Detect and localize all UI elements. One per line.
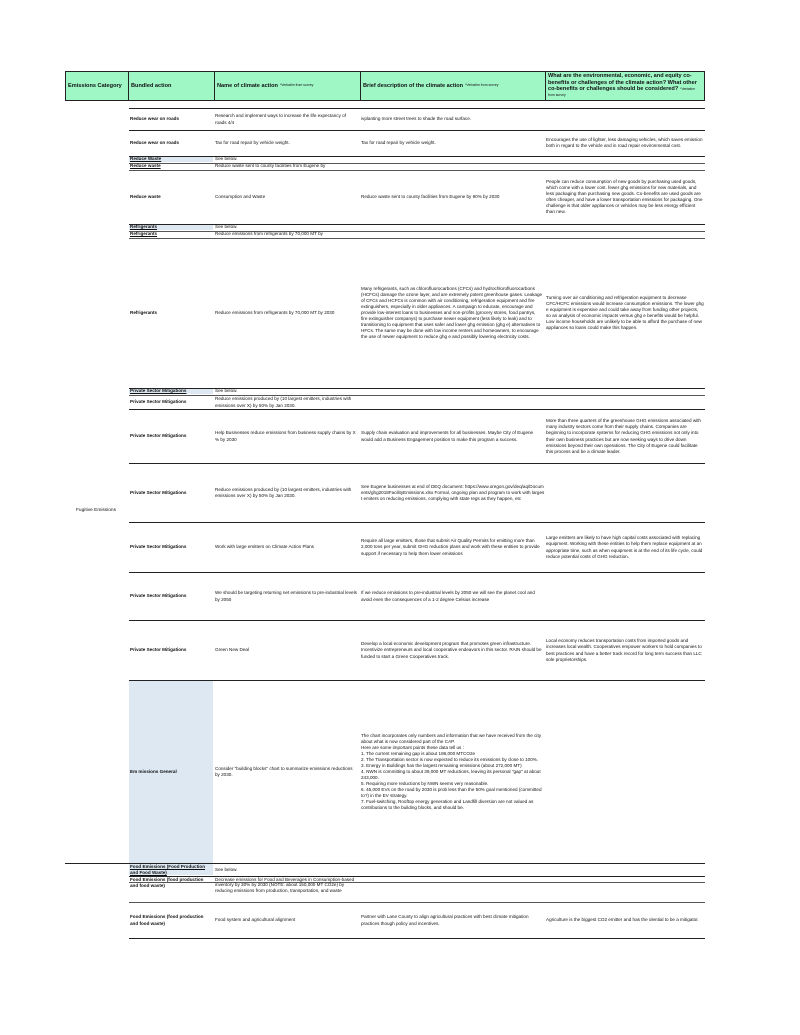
row-divider (129, 463, 705, 464)
action-name-cell: Consumption and Waste (215, 193, 266, 199)
action-name-cell: Consider "building blocks" chart to summarize emissions reductions by 2030. (215, 765, 353, 777)
bundle-cell: Food Emissions (food production and food waste) (130, 914, 204, 926)
co-benefit-cell: Agriculture is the biggest CO2 emitter and has the olential to be a mitigator. (546, 917, 699, 923)
description-cell: See Eugene businesses at end of DEQ document: https://www.oregon.gov/deq/aq/Documents/ghg2018FacilityEmissions.xlsx Formal, ongoing plan and program to work with largest emiters on reducing emissions, complying with state regs as they happen, etc (361, 483, 545, 502)
description-cell: If we reduce emissions to pre-industrial levels by 2050 we will see the planet cool and avoid even the consequences of a 1-2 degree Celsius increase (361, 590, 535, 602)
action-name-cell: Reduce emissions from refrigerants by 70,000 MT by 2030 (215, 309, 335, 315)
bundle-cell: Reduce waste (130, 163, 161, 169)
bundle-cell: Reduce waste (130, 193, 161, 199)
action-name-cell: Green New Deal (215, 647, 249, 653)
action-name-cell: See below. (215, 388, 238, 394)
bundle-cell: Em missions General (130, 768, 177, 774)
bundle-cell: Refrigerants (130, 231, 158, 237)
header-brief-description: Brief description of the climate action *Verbatim from survey (360, 71, 546, 101)
co-benefit-cell: People can reduce consumption of new goods by purchasing used goods, which come with a lower cost. fewer ghg emissions for new materials, and less packaging than purchasing new goods. Co-benefits are used goods are often cheaper, and have a lower transportation emissions for packaging. One challenge is that older appliances or vehicles may be less energy efficient than new. (546, 178, 703, 215)
action-name-cell: Work with large emitters on Climate Action Plans (215, 544, 314, 550)
bundle-cell: Private Sector Mitigations (130, 647, 187, 653)
row-divider (129, 409, 705, 410)
header-co-benefits: What are the environmental, economic, and equity co-benefits or challenges of the climate action? What other co-benefits or challenges should be considered? *Verbatim from survey (545, 71, 705, 101)
header-bundled-action: Bundled action (128, 71, 215, 101)
co-benefit-cell: Encourages the use of lighter, less damaging vehicles, which saves emission both in regard to the vehicle and in road repair environmental cost. (546, 136, 703, 148)
description-cell: Require all large emitters, those that submit Air Quality Permits for emitting more than 2,000 tons per year, submit GHG reduction plans and work with these entities to provide support if necessary to help them lower emissions (361, 538, 540, 556)
action-name-cell: We should be targeting returning net emissions to pre-industrial levels by 2050 (215, 590, 357, 602)
description-cell: Many refrigerants, such as chlorofluorocarbons (CFCs) and hydrochlorofluorocarbons (HCFCs) damage the ozone layer, and are extremely potent greenhouse gases. Leakage of CFCs and HCFCs is common with air conditioning, refrigeration equipment and fire extinguishers, especially in older appliances. A campaign to educate, encourage and provide low-interest loans to businesses and non-profits (grocery stores, food pantrys, fire extinguisher companys) to purchase newer equipment (less likely to leak) and to transitioning to equipment that uses safer and lower ghg emission (ghg e) alternatives to HFCs. The same may be done with low income renters and homeowners, to encourage the use of newer equipment to reduce ghg e and possibly lowering electricity costs. (361, 285, 543, 340)
action-name-cell: See below. (215, 224, 238, 230)
row-divider (129, 620, 705, 621)
bundle-cell: Reduce wear on roads (130, 116, 180, 122)
header-name-of-climate-action: Name of climate action *Verbatim from survey (214, 71, 361, 101)
co-benefit-cell: More than three quarters of the greenhouse GHG emissions associated with many industry sectors come from their supply chains. Companies are beginning to incorporate systems for reducing GHG emissions not only into their own business practices but are now seeking ways to drive down emissions beyond their own operations. The City of Eugene could facilitate this process and be a climate leader. (546, 418, 701, 454)
bundle-cell: Private Sector Mitigations (130, 433, 187, 439)
bundle-cell: Private Sector Mitigations (130, 388, 187, 394)
bundle-cell: Reduce Waste (130, 156, 162, 162)
bundle-cell: Private Sector Mitigations (130, 544, 187, 550)
bundle-cell: Private Sector Mitigations (130, 399, 187, 405)
action-name-cell: Decrease emissions for Food and Beverages in Consumption-based inventory by 30% by 2030 (NOTE: about 150,000 MT CO2e) by reducing emissions from production, transportation, and waste (215, 877, 355, 893)
bundle-cell: Private Sector Mitigations (130, 593, 187, 599)
action-name-cell: Reduce emissions produced by (10 largest emitters, industries with emissions over X) by 50% by Jan 2030. (215, 486, 352, 498)
action-name-cell: See below. (215, 156, 238, 162)
description-cell: Supply chain evaluation and improvements for all businesses. Maybe City of Eugene would add a Business Engagement position to make this program a success. (361, 430, 534, 442)
bundle-cell: Refrigerants (130, 224, 158, 230)
row-divider (129, 130, 705, 131)
row-divider (129, 680, 705, 681)
action-name-cell: Research and implement ways to increase the life expectancy of roads 4/4 (215, 113, 346, 125)
bundle-cell: Food Emissions (Food Production and Food Waste) (130, 864, 206, 875)
co-benefit-cell: Turning over air conditioning and refrigeration equipment to decrease CFC/HCFC emissions would increase consumption emissions. The lower ghg e equipment is expensive and could take away from funding other projects, so an analysis of economic impacts versus ghg e benefits would be helpful. Low income households are unlikely to be able to afford the purchase of new appliances so loans could make this happen. (546, 294, 704, 331)
row-divider (129, 108, 705, 109)
description-cell: The chart incorporates only numbers and information that we have received from the city about what is now considered part of the CAP. Here are some important points these data tell us : 1. The current remaining gap is about 186,000 MTCO2e 2. The Transportation sector is now expected to reduce its emissions by close to 100%. 3. Energy in Buildings has the largest remaining emissions (about 272,000 MT) 4. NWN is committing to about 39,000 MT reductions, leaving its personal "gap" at about 243,000. 5. Requiring more reductions by NWN seems very reasonable. 6. 45,000 EVs on the road by 2030 is prob less than the 50% goal mentioned (committed to?) in the EV strategy. 7. Fuel-switching, Rooftop energy generation and Landfill diversion are not valued as contributions to the building blocks, and should be. (361, 732, 542, 811)
action-name-cell: Food system and agricultural alignment (215, 917, 296, 923)
action-name-cell: Tax for road repair by vehicle weight. (215, 139, 290, 145)
action-name-cell: Reduce emissions produced by (10 largest emitters, industries with emissions over X) by 50% by Jan 2030. (215, 396, 352, 408)
emissions-category-label: Fugitive Emissions (76, 508, 116, 513)
action-name-cell: See below. (215, 866, 238, 872)
description-cell: Partner with Lane County to align agricultural practices with best climate mitigation practices though policy and incentives. (361, 914, 529, 926)
bundle-cell: Refrigerants (130, 309, 158, 315)
description-cell: ivplanting more street trees to shade the road surface. (361, 116, 472, 122)
header-emissions-category: Emissions Category (65, 71, 129, 101)
action-name-cell: Help Businesses reduce emissions from business supply chains by X % by 2030 (215, 430, 356, 442)
bundle-cell: Private Sector Mitigations (130, 489, 187, 495)
co-benefit-cell: Large emitters are likely to have high capital costs associated with replacing equipment. Working with these entities to help them replace equipment at an appropriate time, such as when equipment is at the end of its life cycle, could reduce potential costs of GHG reduction. (546, 535, 703, 559)
co-benefit-cell: Local economy reduces transportation costs from imported goods and increases local wealth. Cooperatives empower workers to hold companies to best practices and have a better track record for long term success than LLC sole proprietorships. (546, 638, 702, 662)
row-divider (129, 572, 705, 573)
action-name-cell: Reduce emissions from refrigerants by 70,000 MT by (215, 231, 323, 237)
row-divider (129, 902, 705, 903)
description-cell: Tax for road repair by vehicle weight. (361, 139, 436, 145)
action-name-cell: Reduce waste sent to county facilities from Eugene by (215, 163, 326, 169)
bundle-cell: Reduce wear on roads (130, 139, 180, 145)
row-divider (129, 938, 705, 939)
description-cell: Develop a local economic development program that promotes green infrastructure. Incentivize entrepreneurs and local cooperative endeavors in this sector. RAIN should be funded to start a Green Cooperatives track. (361, 641, 542, 659)
row-divider (129, 522, 705, 523)
description-cell: Reduce waste sent to county facilities from Eugene by 90% by 2030 (361, 193, 500, 199)
bundle-cell: Food Emissions (food production and food waste) (130, 877, 204, 889)
row-divider (129, 238, 705, 239)
